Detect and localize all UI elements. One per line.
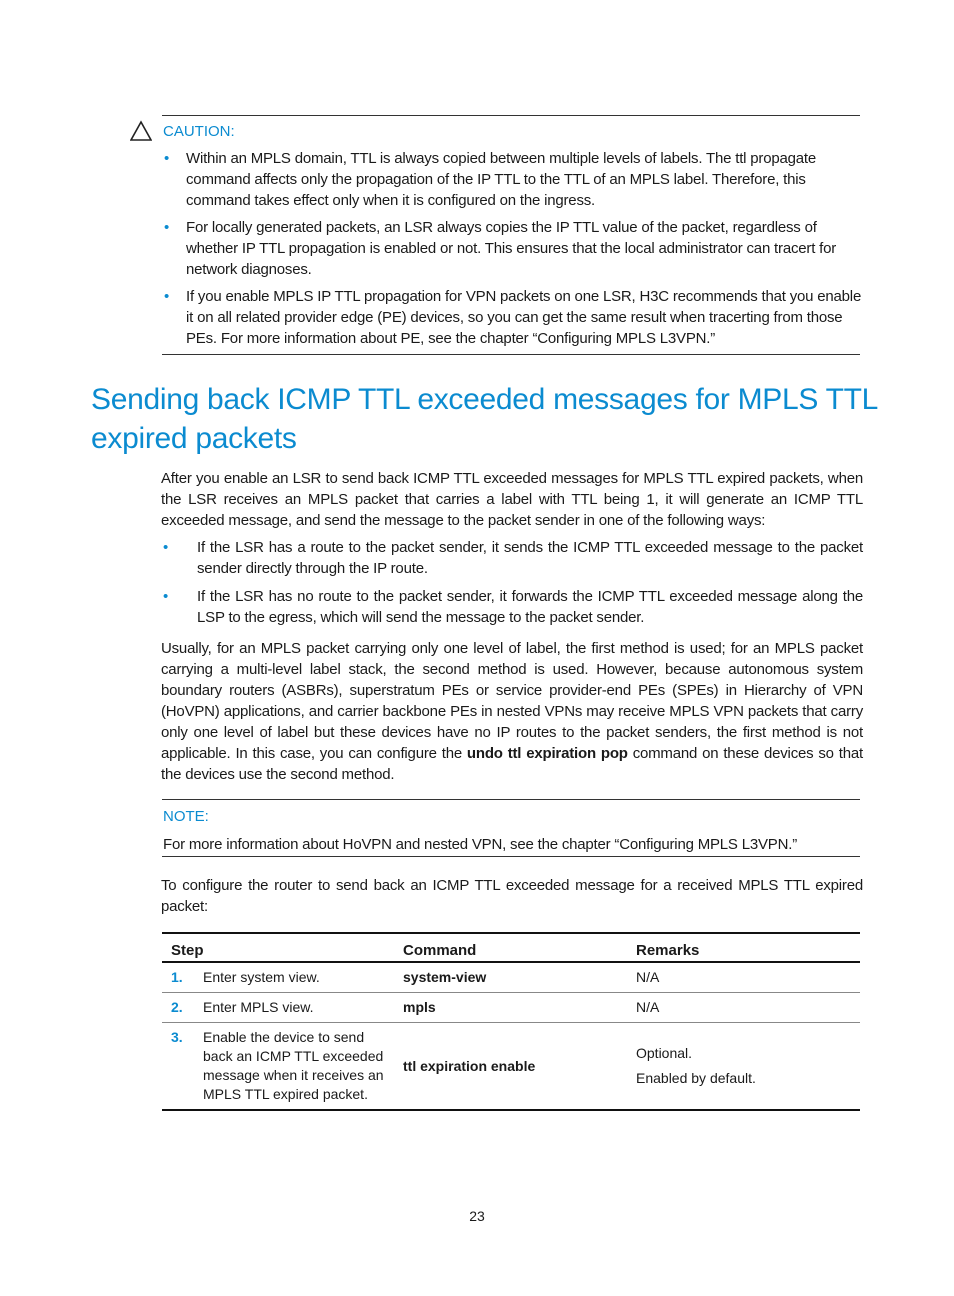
step-description: Enter MPLS view. [194,993,394,1023]
step-description: Enter system view. [194,962,394,993]
intro-paragraph: After you enable an LSR to send back ICMP TTL exceeded messages for MPLS TTL expired packets, when the LSR receives an MPLS packet that carries a label with TTL being 1, it will generate an ICMP TTL exceeded message, and send the message to the packet sender in one of the following ways: [161,470,863,529]
step-number: 3. [162,1023,194,1111]
section-heading: Sending back ICMP TTL exceeded messages for MPLS TTL expired packets [91,383,877,455]
table-row [162,962,860,993]
caution-label: CAUTION: [163,123,235,140]
step-remarks [627,993,860,1023]
warning-triangle-icon [130,120,152,142]
note-text: For more information about HoVPN and nested VPN, see the chapter “Configuring MPLS L3VPN.” [163,836,797,853]
step-number: 1. [162,962,194,993]
caution-item: • If you enable MPLS IP TTL propagation for VPN packets on one LSR, H3C recommends that you enable it on all related provider edge (PE) devices, so you can get the same result when tracerting from those PEs. For more information about PE, see the chapter “Configuring MPLS L3VPN.” [162,286,862,349]
way-item: • If the LSR has no route to the packet sender, it forwards the ICMP TTL exceeded message along the LSP to the egress, which will send the message to the packet sender. [161,586,863,628]
header-command: Command [394,933,627,962]
remark-line: N/A [636,969,660,985]
caution-item: • Within an MPLS domain, TTL is always copied between multiple levels of labels. The ttl propagate command affects only the propagation of the IP TTL to the TTL of an MPLS label. Therefore, this command takes effect only when it is configured on the ingress. [162,148,862,211]
table-row [162,993,860,1023]
remark-line: Optional. [636,1045,693,1061]
usage-text-after: command on these devices so that the devices use the second method. [161,745,863,783]
usage-paragraph [161,638,863,785]
step-remarks [627,962,860,993]
header-step: Step [162,933,394,962]
step-command: system-view [394,962,627,993]
usage-command: undo ttl expiration pop [466,745,628,762]
ways-list [161,537,863,635]
step-command: mpls [394,993,627,1023]
remark-line: Enabled by default. [636,1070,756,1086]
step-description: Enable the device to send back an ICMP TTL exceeded message when it receives an MPLS TTL expired packet. [194,1023,394,1111]
page-number: 23 [469,1208,485,1224]
usage-text-before: Usually, for an MPLS packet carrying only one level of label, the first method is used; for an MPLS packet carrying a multi-level label stack, the second method is used. However, because autonomous system boundary routers (ASBRs), superstratum PEs or service provider-end PEs (SPEs) in Hierarchy of VPN (HoVPN) applications, and carrier backbone PEs in nested VPNs may receive MPLS VPN packets that carry only one level of label but these devices have no IP routes to the packet senders, the first method is not applicable. In this case, you can configure the [161,640,863,762]
step-command: ttl expiration enable [394,1023,627,1111]
configure-intro: To configure the router to send back an ICMP TTL exceeded message for a received MPLS TTL expired packet: [161,877,863,915]
step-number: 2. [162,993,194,1023]
caution-item: • For locally generated packets, an LSR always copies the IP TTL value of the packet, regardless of whether IP TTL propagation is enabled or not. This ensures that the local administrator can tracert for network diagnoses. [162,217,862,280]
table-row [162,1023,860,1111]
caution-list [162,148,862,355]
header-remarks: Remarks [627,933,860,962]
remark-line: N/A [636,999,660,1015]
step-remarks [627,1023,860,1111]
table-header-row [162,933,860,962]
way-item: • If the LSR has a route to the packet sender, it sends the ICMP TTL exceeded message to the packet sender directly through the IP route. [161,537,863,579]
note-label: NOTE: [163,808,209,825]
steps-table [162,932,860,1111]
